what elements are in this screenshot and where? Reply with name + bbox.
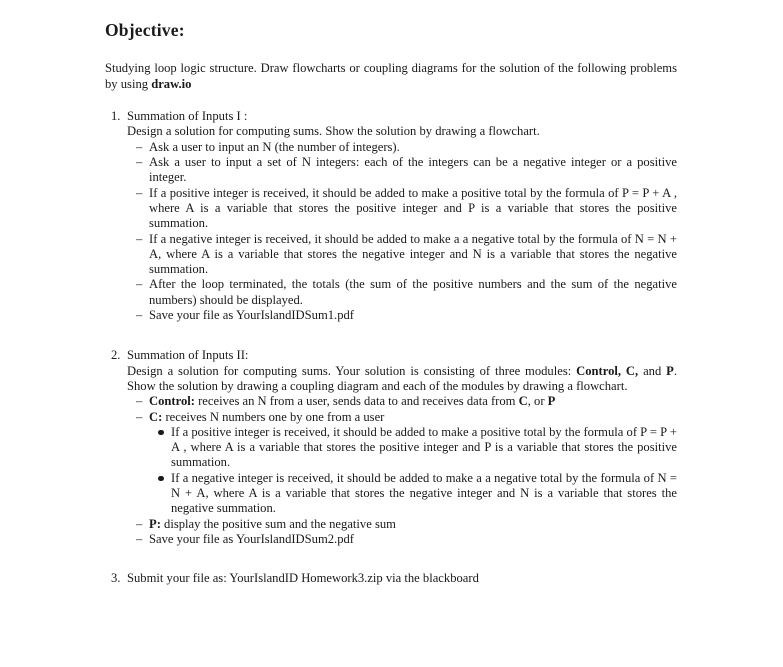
list-item: [136, 155, 677, 186]
bullet-text: If a negative integer is received, it should be added to make a a negative total by the formula of N = N + A, where A is a variable that stores the negative integer and N is a variable that stores the negative summation.: [171, 470, 677, 516]
list-item-p: [136, 516, 677, 532]
section-2-list: [127, 394, 677, 547]
dash-marker: –: [136, 409, 143, 424]
list-item: [136, 139, 677, 155]
dash-marker: –: [136, 277, 143, 292]
intro-text: Studying loop logic structure. Draw flowcharts or coupling diagrams for the solution of the following problems by using: [105, 61, 677, 91]
bullet-marker: [158, 476, 164, 482]
dash-marker: –: [136, 185, 143, 200]
section-2-title: Summation of Inputs II:: [127, 348, 249, 363]
objective-heading: Objective:: [105, 20, 185, 40]
desc-bold-modules: Control, C,: [576, 363, 639, 378]
section-1-title: Summation of Inputs I :: [127, 109, 248, 124]
dash-marker: –: [136, 231, 143, 246]
desc-text: Design a solution for computing sums. Your solution is consisting of three modules:: [127, 363, 577, 378]
dash-marker: –: [136, 531, 143, 546]
section-summation-1: [105, 109, 677, 323]
section-3-number: 3.: [111, 571, 121, 586]
list-item: [136, 308, 677, 323]
list-item-text: Ask a user to input a set of N integers: each of the integers can be a negative integer or a positive integer.: [149, 155, 677, 185]
control-p: P: [547, 394, 556, 409]
intro-tool: draw.io: [151, 76, 192, 91]
p-text: display the positive sum and the negative sum: [160, 516, 396, 531]
list-item-c: [136, 409, 677, 517]
section-summation-2: [105, 348, 677, 547]
section-1-number: 1.: [111, 109, 121, 124]
control-text: receives an N from a user, sends data to and receives data from: [194, 394, 519, 409]
control-label: Control:: [149, 394, 195, 409]
section-1-list: [127, 140, 677, 324]
list-item-control: [136, 394, 677, 409]
bullet-text: If a positive integer is received, it should be added to make a positive total by the formula of P = P + A , where A is a variable that stores the positive integer and P is a variable that stores the positive summation.: [171, 424, 677, 470]
p-label: P:: [149, 516, 161, 531]
section-2-description: [127, 364, 677, 395]
list-item: [136, 185, 677, 232]
desc-text: and: [638, 363, 667, 378]
section-submit: [105, 571, 677, 586]
section-3-text: Submit your file as: YourIslandID Homework3.zip via the blackboard: [127, 571, 479, 586]
dash-marker: –: [136, 139, 143, 154]
list-item: [136, 277, 677, 308]
dash-marker: –: [136, 394, 143, 409]
dash-marker: –: [136, 308, 143, 323]
list-item-text: If a negative integer is received, it should be added to make a a negative total by the formula of N = N + A, where A is a variable that stores the negative integer and N is a variable that stores the negative summation.: [149, 231, 677, 277]
list-item-text: Ask a user to input an N (the number of integers).: [149, 139, 400, 154]
list-item-save: [136, 531, 677, 547]
list-item-text: After the loop terminated, the totals (the sum of the positive numbers and the sum of the negative numbers) should be displayed.: [149, 277, 677, 307]
c-label: C:: [149, 409, 163, 424]
section-1-description: Design a solution for computing sums. Show the solution by drawing a flowchart.: [127, 124, 540, 139]
control-text: , or: [527, 394, 548, 409]
intro-paragraph: [105, 61, 677, 92]
list-item-text: Save your file as YourIslandIDSum1.pdf: [149, 308, 354, 323]
document-page: [105, 18, 677, 587]
dash-marker: –: [136, 516, 143, 531]
section-2-number: 2.: [111, 348, 121, 363]
bullet-marker: [158, 430, 164, 436]
c-text: receives N numbers one by one from a user: [162, 409, 385, 424]
bullet-item: [171, 425, 677, 471]
dash-marker: –: [136, 155, 143, 170]
list-item: [136, 231, 677, 278]
list-item-text: If a positive integer is received, it should be added to make a positive total by the formula of P = P + A , where A is a variable that stores the positive integer and P is a variable that stores the positive summation.: [149, 185, 677, 231]
c-bullet-list: [149, 425, 677, 517]
desc-text: . Show the solution by drawing a coupling diagram and each of the modules by drawing a flowchart.: [127, 363, 678, 393]
desc-bold-p: P: [666, 363, 674, 378]
save-text: Save your file as YourIslandIDSum2.pdf: [149, 531, 354, 546]
bullet-item: [171, 471, 677, 517]
control-c: C: [518, 394, 528, 409]
